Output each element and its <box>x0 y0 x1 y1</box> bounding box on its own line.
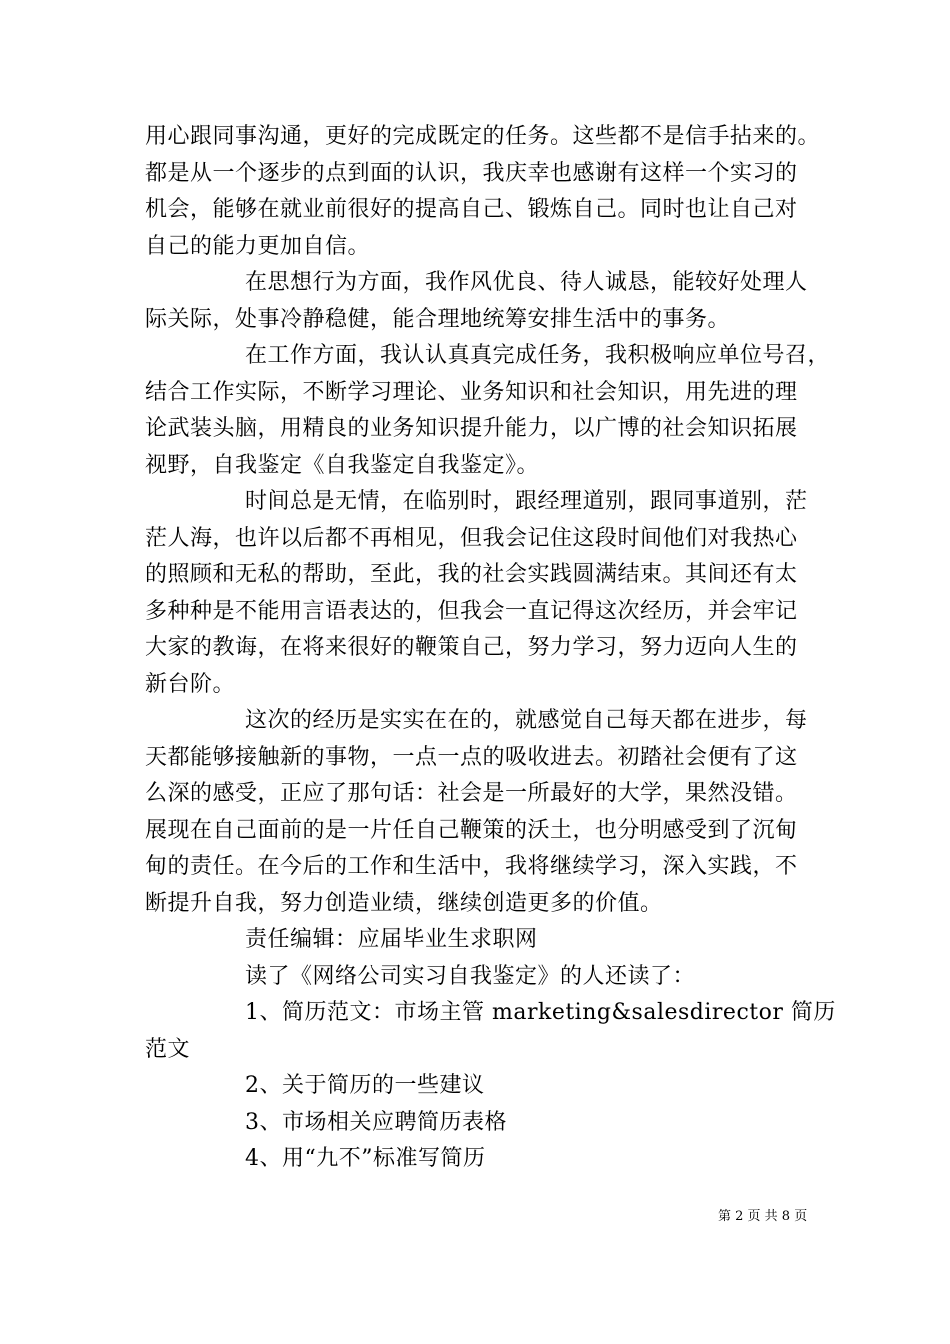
text-line: 在思想行为方面，我作风优良、待人诚恳，能较好处理人 <box>245 270 808 295</box>
text-line: 天都能够接触新的事物，一点一点的吸收进去。初踏社会便有了这 <box>145 745 798 770</box>
related-link[interactable]: 2、关于简历的一些建议 <box>245 1073 485 1098</box>
text-line: 用心跟同事沟通，更好的完成既定的任务。这些都不是信手拈来的。 <box>145 124 821 149</box>
related-link[interactable]: 1、简历范文：市场主管 marketing&salesdirector 简历 <box>245 1000 836 1025</box>
text-line: 新台阶。 <box>145 672 236 697</box>
text-line: 的照顾和无私的帮助，至此，我的社会实践圆满结束。其间还有太 <box>145 562 798 587</box>
text-line: 甸的责任。在今后的工作和生活中，我将继续学习，深入实践，不 <box>145 854 798 879</box>
text-line: 展现在自己面前的是一片任自己鞭策的沃土，也分明感受到了沉甸 <box>145 818 798 843</box>
text-line: 这次的经历是实实在在的，就感觉自己每天都在进步，每 <box>245 708 808 733</box>
text-line: 结合工作实际，不断学习理论、业务知识和社会知识，用先进的理 <box>145 380 798 405</box>
page-number: 第 2 页 共 8 页 <box>718 1209 808 1224</box>
text-line: 茫人海，也许以后都不再相见，但我会记住这段时间他们对我热心 <box>145 526 798 551</box>
editor-credit: 责任编辑：应届毕业生求职网 <box>245 927 538 952</box>
related-link-continued[interactable]: 范文 <box>145 1037 191 1062</box>
related-link[interactable]: 3、市场相关应聘简历表格 <box>245 1110 507 1135</box>
text-line: 断提升自我，努力创造业绩，继续创造更多的价值。 <box>145 891 663 916</box>
text-line: 时间总是无情，在临别时，跟经理道别，跟同事道别，茫 <box>245 489 808 514</box>
text-line: 论武装头脑，用精良的业务知识提升能力，以广博的社会知识拓展 <box>145 416 798 441</box>
related-link[interactable]: 4、用“九不”标准写简历 <box>245 1146 486 1171</box>
text-line: 都是从一个逐步的点到面的认识，我庆幸也感谢有这样一个实习的 <box>145 161 798 186</box>
text-line: 多种种是不能用言语表达的，但我会一直记得这次经历，并会牢记 <box>145 599 798 624</box>
text-line: 视野，自我鉴定《自我鉴定自我鉴定》。 <box>145 453 540 478</box>
related-heading: 读了《网络公司实习自我鉴定》的人还读了： <box>245 964 696 989</box>
text-line: 在工作方面，我认认真真完成任务，我积极响应单位号召， <box>245 343 831 368</box>
text-line: 机会，能够在就业前很好的提高自己、锻炼自己。同时也让自己对 <box>145 197 798 222</box>
text-line: 自己的能力更加自信。 <box>145 234 371 259</box>
text-line: 么深的感受，正应了那句话：社会是一所最好的大学，果然没错。 <box>145 781 798 806</box>
text-line: 际关际，处事冷静稳健，能合理地统筹安排生活中的事务。 <box>145 307 731 332</box>
text-line: 大家的教诲，在将来很好的鞭策自己，努力学习，努力迈向人生的 <box>145 635 798 660</box>
